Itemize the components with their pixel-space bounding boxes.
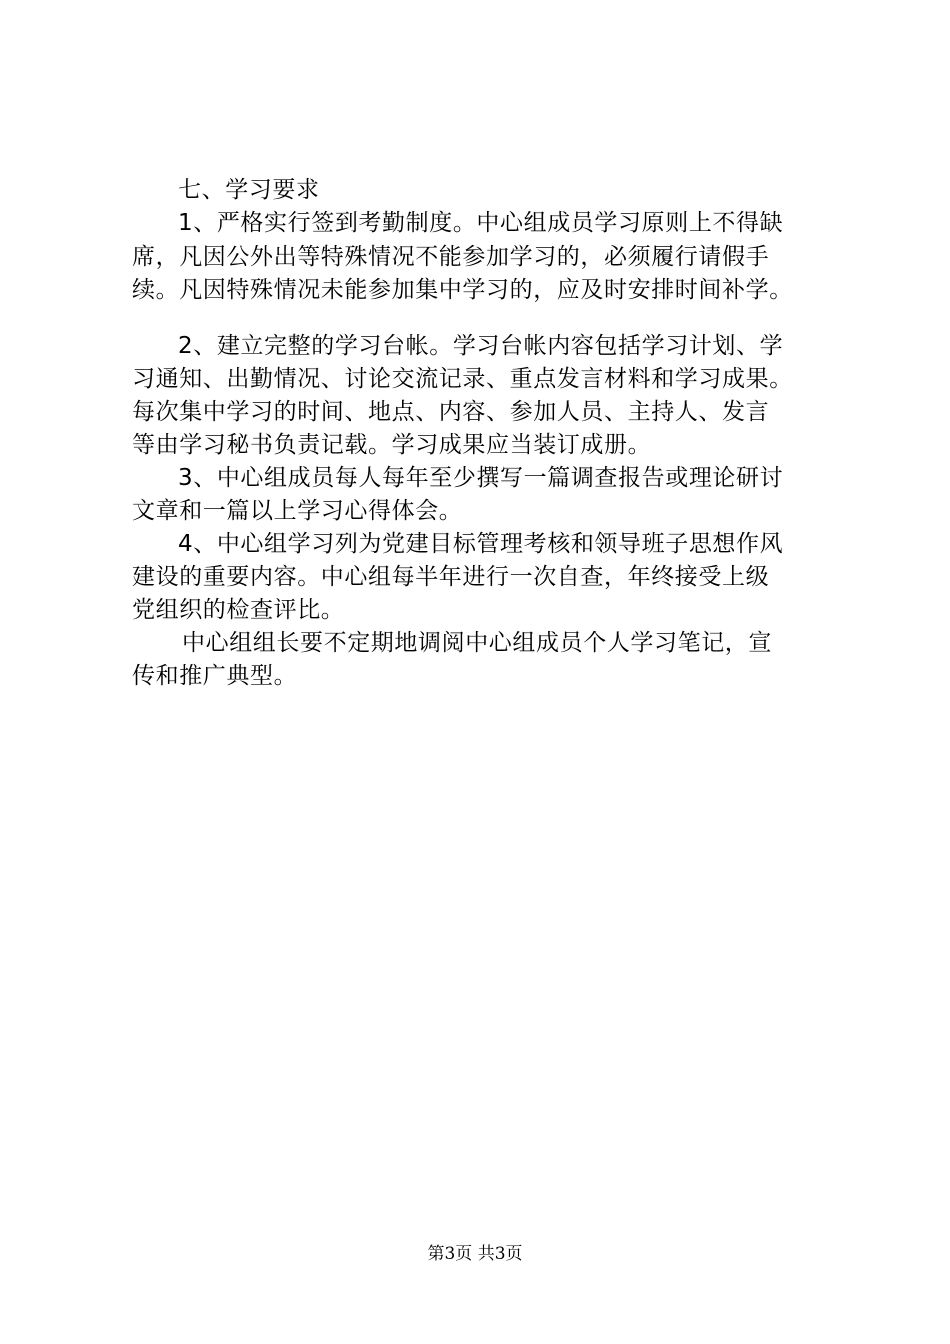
paragraph-line: 1、严格实行签到考勤制度。中心组成员学习原则上不得缺 (178, 210, 784, 236)
paragraph-line: 续。凡因特殊情况未能参加集中学习的，应及时安排时间补学。 (132, 277, 793, 303)
page-number-footer: 第3页 共3页 (427, 1244, 523, 1264)
paragraph-line: 建设的重要内容。中心组每半年进行一次自查，年终接受上级 (132, 564, 770, 590)
section-heading: 七、学习要求 (178, 177, 320, 203)
paragraph-line: 席，凡因公外出等特殊情况不能参加学习的，必须履行请假手 (132, 244, 770, 270)
paragraph-line: 2、建立完整的学习台帐。学习台帐内容包括学习计划、学 (178, 333, 784, 359)
paragraph-line: 3、中心组成员每人每年至少撰写一篇调查报告或理论研讨 (178, 465, 784, 491)
paragraph-line: 传和推广典型。 (132, 663, 298, 689)
paragraph-line: 中心组组长要不定期地调阅中心组成员个人学习笔记，宣 (182, 630, 772, 656)
paragraph-line: 4、中心组学习列为党建目标管理考核和领导班子思想作风 (178, 531, 784, 557)
paragraph-line: 习通知、出勤情况、讨论交流记录、重点发言材料和学习成果。 (132, 366, 793, 392)
paragraph-line: 党组织的检查评比。 (132, 597, 345, 623)
paragraph-line: 每次集中学习的时间、地点、内容、参加人员、主持人、发言 (132, 399, 770, 425)
paragraph-line: 等由学习秘书负责记载。学习成果应当装订成册。 (132, 432, 652, 458)
paragraph-line: 文章和一篇以上学习心得体会。 (132, 498, 463, 524)
